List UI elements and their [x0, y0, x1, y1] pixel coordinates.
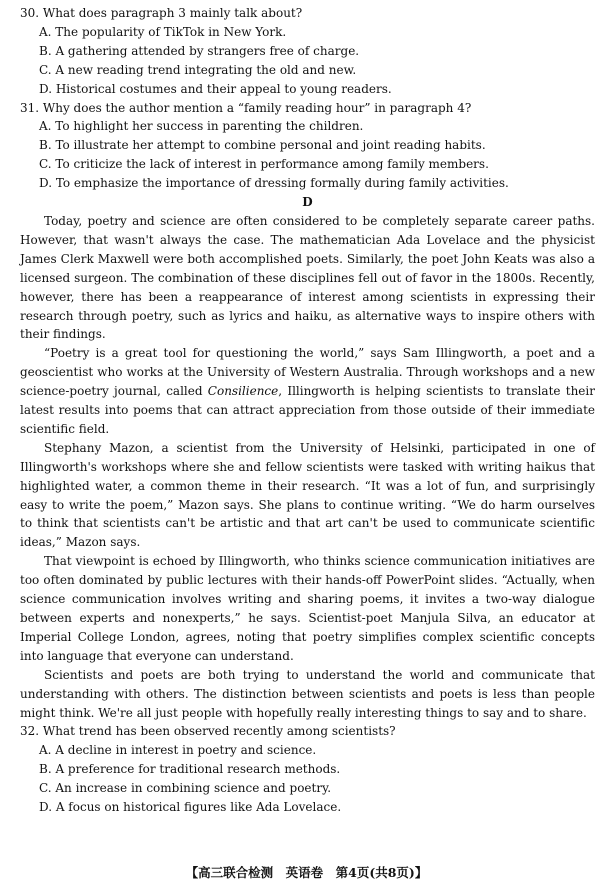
option-b: B. A preference for traditional research methods. [39, 762, 341, 777]
question-stem: 30. What does paragraph 3 mainly talk about? [20, 6, 303, 20]
question-31 [20, 99, 595, 194]
option-a: A. To highlight her success in parenting the children. [39, 119, 364, 134]
journal-title: Consilience [207, 384, 279, 399]
option-b: B. To illustrate her attempt to combine personal and joint reading habits. [39, 138, 486, 153]
option-b: B. A gathering attended by strangers free of charge. [39, 43, 360, 58]
option-c: C. An increase in combining science and poetry. [39, 781, 332, 796]
option-d: D. To emphasize the importance of dressing formally during family activities. [39, 176, 509, 191]
page-footer [0, 864, 613, 882]
passage-paragraph-3: Stephany Mazon, a scientist from the University of Helsinki, participated in one of Illingworth's workshops where she and fellow scientists were tasked with writing haikus that highlighted water, a common theme in their research. “It was a lot of fun, and surprisingly easy to write the poem,” Mazon says. She plans to continue writing. “We do harm ourselves to think that scientists can't be artistic and that art can't be used to communicate scientific ideas,” Mazon says. [20, 440, 595, 550]
question-stem: 31. Why does the author mention a “family reading hour” in paragraph 4? [20, 100, 472, 115]
option-d: D. Historical costumes and their appeal to young readers. [39, 81, 392, 96]
option-a: A. A decline in interest in poetry and science. [39, 743, 317, 758]
option-d: D. A focus on historical figures like Ada Lovelace. [39, 800, 342, 815]
option-c: C. A new reading trend integrating the old and new. [39, 62, 357, 77]
section-heading: D [302, 195, 313, 210]
footer-label: 【高三联合检测 英语卷 第4页(共8页)】 [185, 865, 428, 880]
question-stem: 32. What trend has been observed recently among scientists? [20, 724, 396, 739]
passage-paragraph-4: That viewpoint is echoed by Illingworth, who thinks science communication initiatives are too often dominated by public lectures with their hands-off PowerPoint slides. “Actually, when science communication involves writing and sharing poems, it invites a two-way dialogue between experts and nonexperts,” he says. Scientist-poet Manjula Silva, an educator at Imperial College London, agrees, noting that poetry simplifies complex scientific concepts into language that everyone can understand. [20, 554, 595, 663]
paragraph-text: , Illingworth is helping scientists to translate their latest results into poems that can attract appreciation from those outside of their immediate scientific field. [20, 384, 595, 436]
passage-paragraph-5: Scientists and poets are both trying to understand the world and communicate that understanding with others. The distinction between scientists and poets is less than people might think. We're all just people with hopefully really interesting things to say and to share. [20, 667, 595, 720]
option-c: C. To criticize the lack of interest in performance among family members. [39, 157, 489, 172]
paragraph-text: “Poetry is a great tool for questioning the world,” says Sam Illingworth, a poet and a geoscientist who works at the University of Western Australia. Through workshops and a new science-poetry journal, called [20, 346, 595, 399]
passage-paragraph-2 [20, 344, 595, 439]
passage-paragraph-1: Today, poetry and science are often considered to be completely separate career paths. However, that wasn't always the case. The mathematician Ada Lovelace and the physicist James Clerk Maxwell were both accomplished poets. Similarly, the poet John Keats was also a licensed surgeon. The combination of these disciplines fell out of favor in the 1800s. Recently, however, there has been a reappearance of interest among scientists in expressing their research through poetry, such as lyrics and haiku, as alternative ways to inspire others with their findings. [20, 213, 595, 342]
question-32 [20, 722, 595, 817]
option-a: A. The popularity of TikTok in New York. [39, 24, 287, 39]
reading-passage [20, 212, 595, 722]
question-30 [20, 4, 595, 99]
